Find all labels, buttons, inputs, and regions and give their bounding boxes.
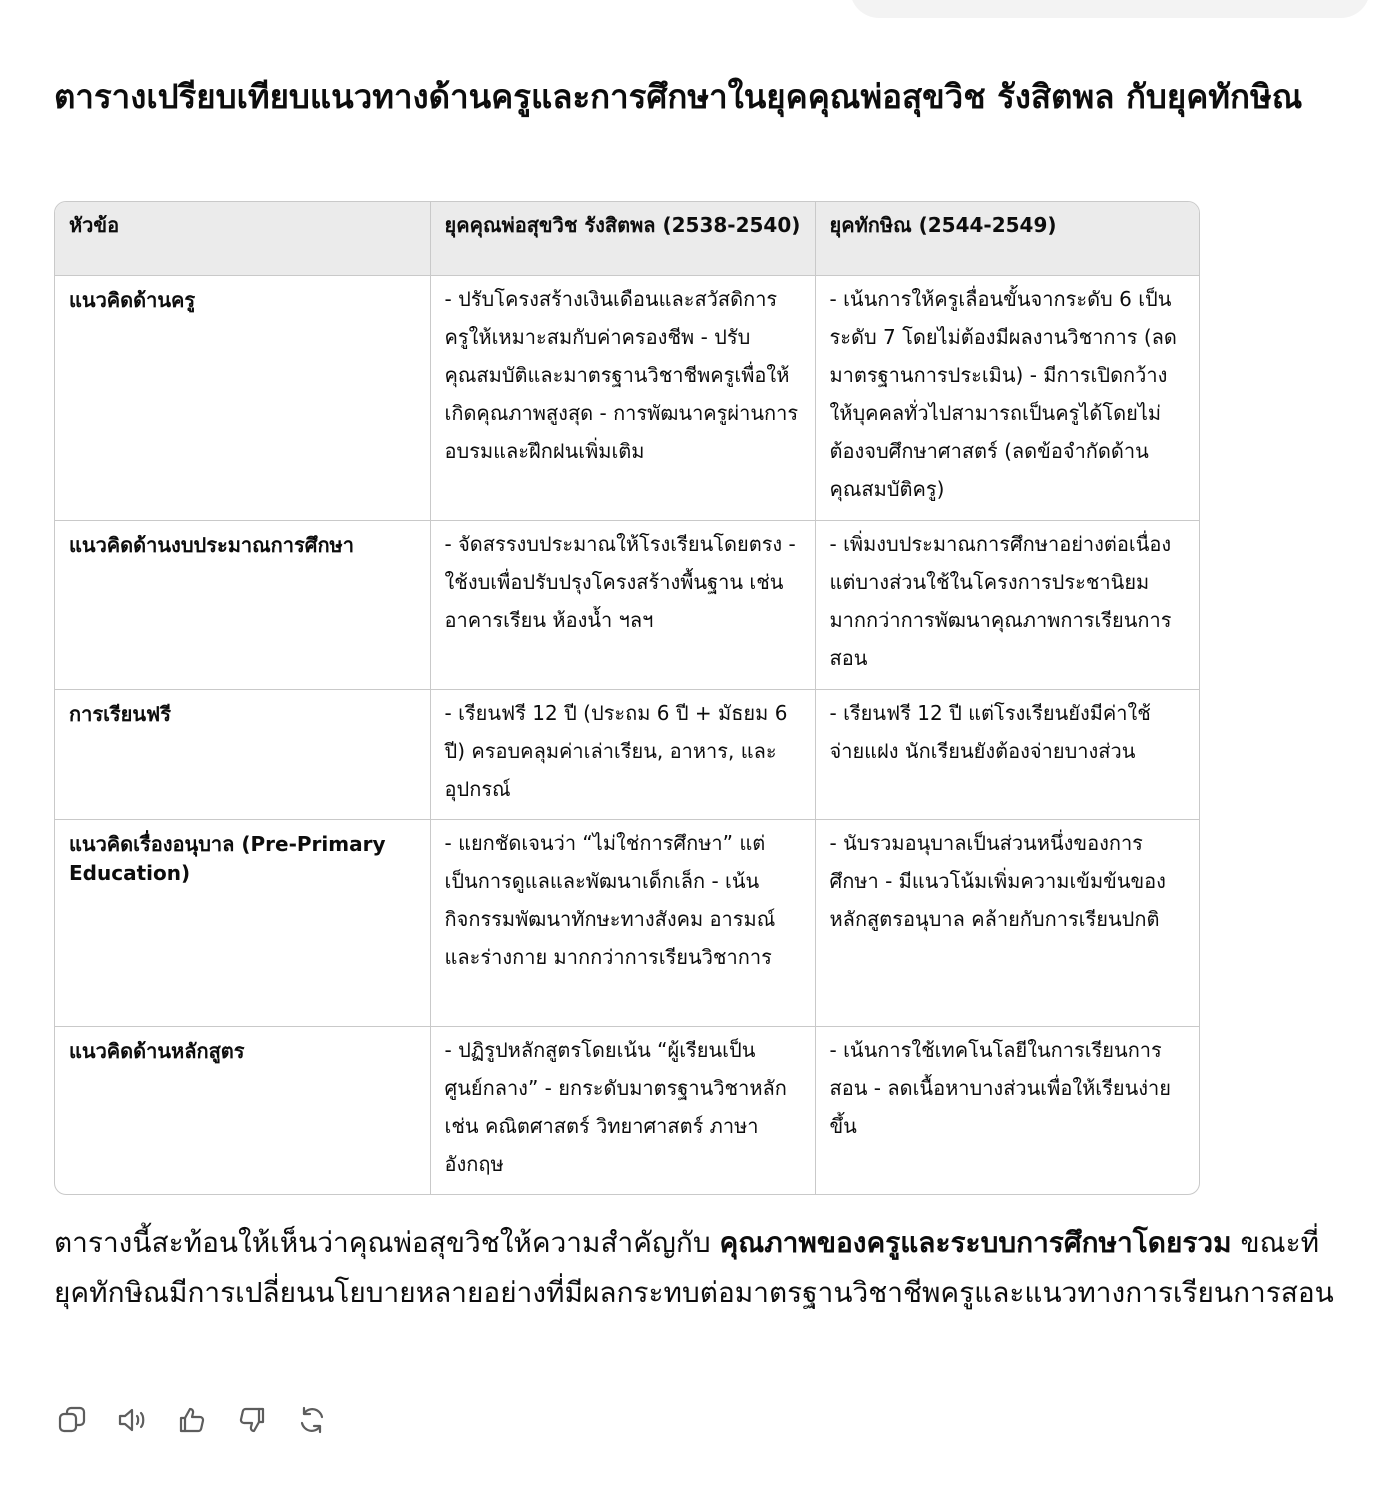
row-topic: การเรียนฟรี <box>55 689 430 819</box>
message-action-bar <box>54 1402 330 1438</box>
table-row <box>55 819 1199 1026</box>
table-row <box>55 520 1199 689</box>
row-topic: แนวคิดด้านงบประมาณการศึกษา <box>55 520 430 689</box>
header-topic: หัวข้อ <box>55 202 430 275</box>
copy-icon <box>56 1404 88 1436</box>
row-thaksin-cell: - เรียนฟรี 12 ปี แต่โรงเรียนยังมีค่าใช้จ่ายแฝง นักเรียนยังต้องจ่ายบางส่วน <box>815 689 1199 819</box>
row-topic: แนวคิดด้านหลักสูตร <box>55 1026 430 1194</box>
good-response-button[interactable] <box>174 1402 210 1438</box>
row-sukhavich-cell: - ปรับโครงสร้างเงินเดือนและสวัสดิการครูให้เหมาะสมกับค่าครองชีพ - ปรับคุณสมบัติและมาตรฐานวิชาชีพครูเพื่อให้เกิดคุณภาพสูงสุด - การพัฒนาครูผ่านการอบรมและฝึกฝนเพิ่มเติม <box>430 275 815 520</box>
regenerate-button[interactable] <box>294 1402 330 1438</box>
summary-bold-text: คุณภาพของครูและระบบการศึกษาโดยรวม <box>719 1226 1232 1259</box>
table-header-row <box>55 202 1199 275</box>
row-thaksin-cell: - เน้นการให้ครูเลื่อนขั้นจากระดับ 6 เป็นระดับ 7 โดยไม่ต้องมีผลงานวิชาการ (ลดมาตรฐานการประเมิน) - มีการเปิดกว้างให้บุคคลทั่วไปสามารถเป็นครูได้โดยไม่ต้องจบศึกษาศาสตร์ (ลดข้อจำกัดด้านคุณสมบัติครู) <box>815 275 1199 520</box>
table-row <box>55 689 1199 819</box>
comparison-table-container <box>54 201 1200 1195</box>
speaker-icon <box>116 1404 148 1436</box>
page-title: ตารางเปรียบเทียบแนวทางด้านครูและการศึกษาในยุคคุณพ่อสุขวิช รังสิตพล กับยุคทักษิณ <box>54 77 1303 116</box>
row-topic: แนวคิดเรื่องอนุบาล (Pre-Primary Education) <box>55 819 430 1026</box>
row-thaksin-cell: - เพิ่มงบประมาณการศึกษาอย่างต่อเนื่อง แต่บางส่วนใช้ในโครงการประชานิยมมากกว่าการพัฒนาคุณภาพการเรียนการสอน <box>815 520 1199 689</box>
previous-user-message-bubble <box>850 0 1370 18</box>
read-aloud-button[interactable] <box>114 1402 150 1438</box>
row-sukhavich-cell: - จัดสรรงบประมาณให้โรงเรียนโดยตรง - ใช้งบเพื่อปรับปรุงโครงสร้างพื้นฐาน เช่น อาคารเรียน ห้องน้ำ ฯลฯ <box>430 520 815 689</box>
bad-response-button[interactable] <box>234 1402 270 1438</box>
summary-paragraph <box>54 1218 1344 1318</box>
thumbs-down-icon <box>236 1404 268 1436</box>
table-row <box>55 1026 1199 1194</box>
header-sukhavich-era: ยุคคุณพ่อสุขวิช รังสิตพล (2538-2540) <box>430 202 815 275</box>
regenerate-icon <box>296 1404 328 1436</box>
row-sukhavich-cell: - ปฏิรูปหลักสูตรโดยเน้น “ผู้เรียนเป็นศูนย์กลาง” - ยกระดับมาตรฐานวิชาหลัก เช่น คณิตศาสตร์ วิทยาศาสตร์ ภาษาอังกฤษ <box>430 1026 815 1194</box>
row-thaksin-cell: - นับรวมอนุบาลเป็นส่วนหนึ่งของการศึกษา - มีแนวโน้มเพิ่มความเข้มข้นของหลักสูตรอนุบาล คล้ายกับการเรียนปกติ <box>815 819 1199 1026</box>
row-topic: แนวคิดด้านครู <box>55 275 430 520</box>
copy-button[interactable] <box>54 1402 90 1438</box>
summary-text-start: ตารางนี้สะท้อนให้เห็นว่าคุณพ่อสุขวิชให้ความสำคัญกับ <box>54 1226 720 1259</box>
row-sukhavich-cell: - แยกชัดเจนว่า “ไม่ใช่การศึกษา” แต่เป็นการดูแลและพัฒนาเด็กเล็ก - เน้นกิจกรรมพัฒนาทักษะทางสังคม อารมณ์ และร่างกาย มากกว่าการเรียนวิชาการ <box>430 819 815 1026</box>
row-sukhavich-cell: - เรียนฟรี 12 ปี (ประถม 6 ปี + มัธยม 6 ปี) ครอบคลุมค่าเล่าเรียน, อาหาร, และอุปกรณ์ <box>430 689 815 819</box>
comparison-table <box>55 202 1199 1194</box>
header-thaksin-era: ยุคทักษิณ (2544-2549) <box>815 202 1199 275</box>
row-thaksin-cell: - เน้นการใช้เทคโนโลยีในการเรียนการสอน - ลดเนื้อหาบางส่วนเพื่อให้เรียนง่ายขึ้น <box>829 1037 1171 1138</box>
summary-text-end: ขณะที่ยุคทักษิณมีการเปลี่ยนนโยบายหลายอย่างที่มีผลกระทบต่อมาตรฐานวิชาชีพครูและแนวทางการเรียนการสอน <box>54 1226 1334 1309</box>
thumbs-up-icon <box>176 1404 208 1436</box>
table-row <box>55 275 1199 520</box>
